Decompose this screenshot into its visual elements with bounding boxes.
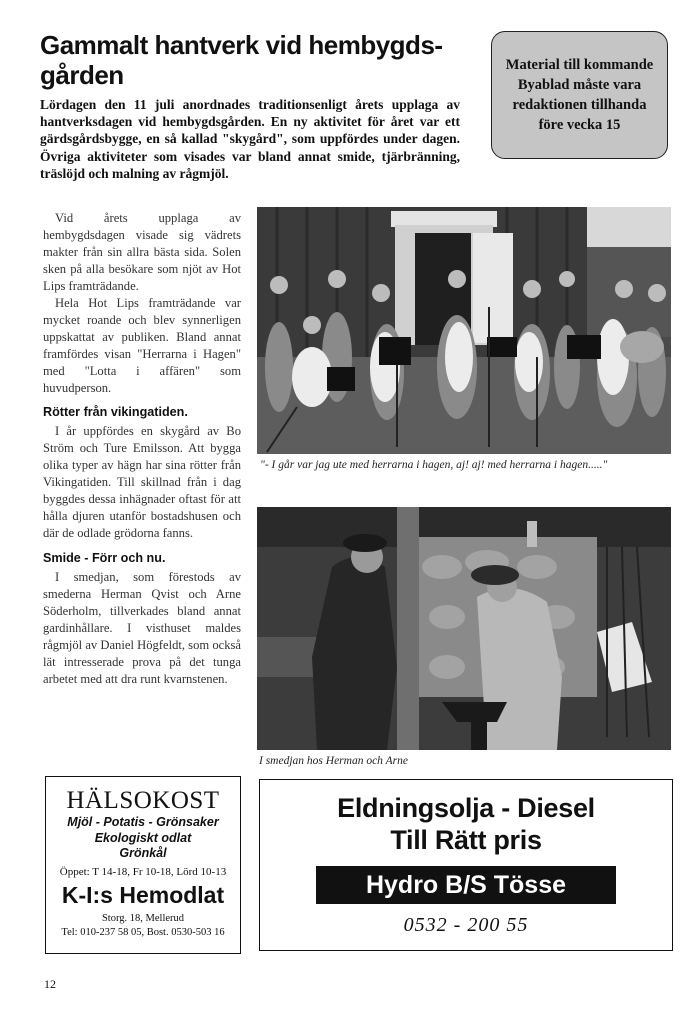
ad-halsokost-hours: Öppet: T 14-18, Fr 10-18, Lörd 10-13 <box>59 865 227 878</box>
body-paragraph-1: Vid årets upplaga av hembygdsdagen visade sig vädrets makter från sin allra bästa sida. Solen sken på alla besökare som njöt av Hot Lips framträdande. <box>43 211 241 293</box>
article-body <box>43 210 241 688</box>
ad-halsokost <box>45 776 241 954</box>
photo-smedjan-illustration <box>257 507 671 750</box>
ad-halsokost-title: HÄLSOKOST <box>66 787 220 814</box>
headline-line-2: gården <box>40 60 124 90</box>
notice-line-1: Material till kommande <box>505 57 654 73</box>
notice-line-2: Byablad måste vara <box>517 77 642 93</box>
ad-halsokost-address: Storg. 18, Mellerud <box>101 912 185 924</box>
subheading-vikingatiden: Rötter från vikingatiden. <box>43 405 188 420</box>
ad-halsokost-phones: Tel: 010-237 58 05, Bost. 0530-503 16 <box>61 926 225 938</box>
body-paragraph-4: I smedjan, som förestods av smederna Herman Qvist och Arne Söderholm, tillverkades bland annat gardinhållare. I visthuset maldes rågmjöl av Daniel Högfeldt, som också lät intresserade prova på det tunga arbetet med att dra runt kvarnstenen. <box>43 570 241 686</box>
photo-hot-lips-performance <box>257 207 671 454</box>
ad-hydro-company: Hydro B/S Tösse <box>316 866 616 904</box>
ad-hydro-line-1: Eldningsolja - Diesel <box>337 793 595 823</box>
notice-line-4: före vecka 15 <box>538 117 621 133</box>
photo-smedjan <box>257 507 671 750</box>
headline-line-1: Gammalt hantverk vid hembygds- <box>40 30 443 60</box>
body-paragraph-2: Hela Hot Lips framträdande var mycket roande och blev synnerligen uppskattat av publiken. Bland annat framfördes visan "Herrarna i Hagen" med "Lotta i affären" som huvudperson. <box>43 295 241 395</box>
ad-hydro-phone: 0532 - 200 55 <box>403 914 529 936</box>
ad-halsokost-products-2: Ekologiskt odlat <box>94 830 192 845</box>
notice-line-3: redaktionen tillhanda <box>512 97 647 113</box>
article-lead: Lördagen den 11 juli anordnades traditionsenligt årets upplaga av hantverksdagen vid hembygdsgården. En ny aktivitet för året var ett gärdsgårdsbygge, en så kallad "skygård", som uppfördes under dagen. Övriga aktiviteter som visades var bland annat smide, tjärbränning, träslöjd och malning av rågmjöl. <box>40 97 460 181</box>
ad-hydro <box>259 779 673 951</box>
page-number: 12 <box>44 977 56 991</box>
body-paragraph-3: I år uppfördes en skygård av Bo Ström och Ture Emilsson. Att bygga olika typer av hägn har sina rötter från Vikingatiden. Till skillnad från i dag byggdes dessa inhägnader oftast för att hålla djuren utanför bostadshusen och där de odlade grödorna fanns. <box>43 424 241 541</box>
ad-hydro-line-2: Till Rätt pris <box>390 825 542 855</box>
notice-box <box>491 31 668 159</box>
ad-halsokost-products-3: Grönkål <box>119 846 167 860</box>
photo-hot-lips-illustration <box>257 207 671 454</box>
photo-caption-1: "- I går var jag ute med herrarna i hagen, aj! aj! med herrarna i hagen....." <box>260 459 608 471</box>
article-headline <box>40 30 480 90</box>
subheading-smide: Smide - Förr och nu. <box>43 551 166 566</box>
ad-halsokost-brand: K-I:s Hemodlat <box>61 881 225 908</box>
photo-caption-2: I smedjan hos Herman och Arne <box>259 755 408 767</box>
ad-halsokost-products-1: Mjöl - Potatis - Grönsaker <box>67 815 219 829</box>
